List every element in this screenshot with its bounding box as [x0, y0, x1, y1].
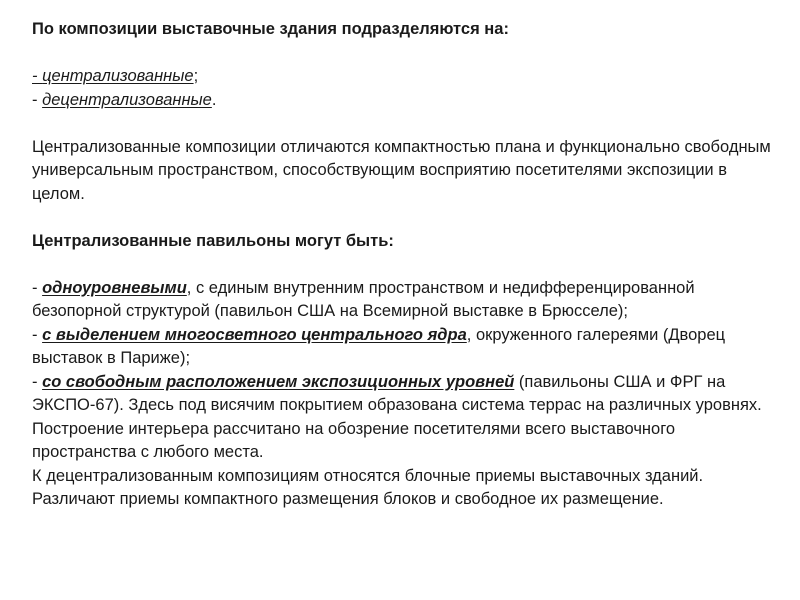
term-free-levels: со свободным расположением экспозиционных уровней [42, 372, 515, 391]
dash: - [32, 325, 43, 344]
list-item-single-level [32, 277, 777, 324]
dash: - [32, 67, 43, 85]
list-item-free-levels [32, 371, 777, 465]
list-item-decentralized [32, 89, 777, 113]
heading-centralized-pavilions: Централизованные павильоны могут быть: [32, 231, 394, 250]
term-decentralized: децентрализованные [42, 90, 212, 109]
slide-content [32, 18, 777, 512]
list-item-centralized [32, 65, 777, 89]
item-description: (павильоны США и ФРГ на ЭКСПО-67). Здесь под висячим покрытием образована система террас на различных уровнях. Построение интерьера рассчитано на обозрение посетителями всего выставочного пространства с любого места. [32, 372, 762, 461]
dash: - [32, 372, 43, 391]
dash: - [32, 278, 43, 297]
item-description: , окруженного галереями (Дворец выставок в Париже); [32, 325, 726, 367]
term-single-level: одноуровневыми [42, 278, 187, 297]
term-centralized: централизованные [42, 67, 194, 85]
punct: ; [193, 67, 199, 85]
term-central-core: с выделением многосветного центрального ядра [42, 325, 467, 344]
paragraph-centralized-description: Централизованные композиции отличаются компактностью плана и функционально свободным универсальным пространством, способствующим восприятию посетителями экспозиции в целом. [32, 137, 771, 203]
item-description: , с единым внутренним пространством и недифференцированной безопорной структурой (павильон США на Всемирной выставке в Брюсселе); [32, 278, 695, 320]
list-item-central-core [32, 324, 777, 371]
paragraph-decentralized-description: К децентрализованным композициям относятся блочные приемы выставочных зданий. Различают приемы компактного размещения блоков и свободное их размещение. [32, 466, 704, 508]
punct: . [211, 90, 217, 109]
heading-composition-types: По композиции выставочные здания подразделяются на: [32, 20, 509, 38]
dash: - [32, 90, 43, 109]
